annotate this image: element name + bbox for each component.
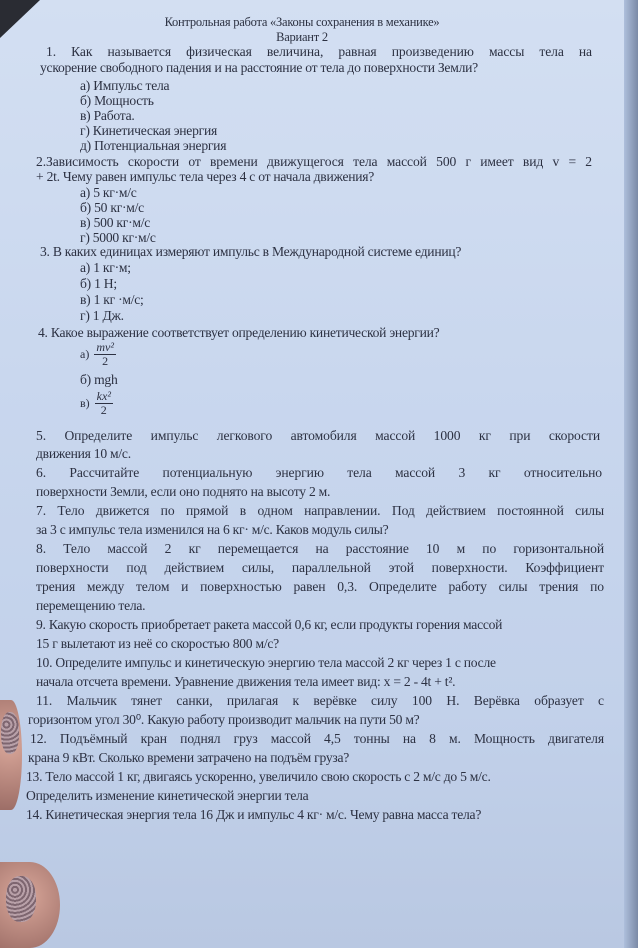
question-text: 1. Как называется физическая величина, равная произведению массы тела на — [46, 44, 592, 59]
paper-edge — [624, 0, 638, 948]
question-text: 9. Какую скорость приобретает ракета массой 0,6 кг, если продукты горения массой — [36, 617, 503, 632]
question-text: 4. Какое выражение соответствует определению кинетической энергии? — [38, 325, 440, 340]
fingernail — [1, 712, 19, 754]
question-text: поверхности под действием силы, параллельной этой поверхности. Коэффициент — [36, 560, 604, 575]
answer-option: б) 50 кг·м/с — [80, 200, 144, 215]
question-text: поверхности Земли, если оно поднято на высоту 2 м. — [36, 484, 331, 499]
question-text: 8. Тело массой 2 кг перемещается на расстояние 10 м по горизонтальной — [36, 541, 604, 556]
question-text: 3. В каких единицах измеряют импульс в Международной системе единиц? — [40, 244, 462, 259]
question-text: 14. Кинетическая энергия тела 16 Дж и импульс 4 кг· м/с. Чему равна масса тела? — [26, 807, 482, 822]
formula-denominator: 2 — [100, 403, 107, 417]
question-text: 15 г вылетают из неё со скоростью 800 м/с? — [36, 636, 279, 651]
option-label: а) — [80, 347, 90, 361]
answer-option: г) Кинетическая энергия — [80, 123, 217, 138]
question-text: 12. Подъёмный кран поднял груз массой 4,5 тонны на 8 м. Мощность двигателя — [30, 731, 604, 746]
question-text: 2.Зависимость скорости от времени движущегося тела массой 500 г имеет вид v = 2 — [36, 154, 592, 169]
answer-option: б) Мощность — [80, 93, 154, 108]
answer-option: в) Работа. — [80, 108, 135, 123]
answer-option: б) 1 Н; — [80, 276, 117, 291]
question-text: начала отсчета времени. Уравнение движения тела имеет вид: x = 2 - 4t + t². — [36, 674, 456, 689]
answer-option: в) 1 кг ·м/с; — [80, 292, 144, 307]
question-text: ускорение свободного падения и на расстояние от тела до поверхности Земли? — [40, 60, 478, 75]
question-text: за 3 с импульс тела изменился на 6 кг· м/с. Каков модуль силы? — [36, 522, 389, 537]
variant-label: Вариант 2 — [276, 30, 328, 44]
question-text: + 2t. Чему равен импульс тела через 4 с от начала движения? — [36, 169, 375, 184]
question-text: горизонтом угол 30⁰. Какую работу производит мальчик на пути 50 м? — [28, 712, 420, 727]
question-text: Определить изменение кинетической энергии тела — [26, 788, 309, 803]
answer-option: а) 1 кг·м; — [80, 260, 131, 275]
question-text: перемещению тела. — [36, 598, 146, 613]
answer-option: б) mgh — [80, 372, 118, 387]
document-title: Контрольная работа «Законы сохранения в механике» — [164, 15, 440, 29]
answer-option: в) 500 кг·м/с — [80, 215, 151, 230]
answer-option-formula — [80, 341, 116, 368]
question-text: трения между телом и поверхностью равен 0,3. Определите работу силы трения по — [36, 579, 604, 594]
answer-option: а) 5 кг·м/с — [80, 185, 137, 200]
answer-option: д) Потенциальная энергия — [80, 138, 227, 153]
fingernail — [6, 876, 36, 922]
answer-option: г) 5000 кг·м/с — [80, 230, 156, 245]
question-text: 7. Тело движется по прямой в одном направлении. Под действием постоянной силы — [36, 503, 604, 518]
formula-numerator: mv² — [96, 340, 114, 354]
question-text: 11. Мальчик тянет санки, прилагая к верёвке силу 100 Н. Верёвка образует с — [36, 693, 604, 708]
formula-numerator: kx² — [96, 389, 111, 403]
question-text: 6. Рассчитайте потенциальную энергию тела массой 3 кг относительно — [36, 465, 602, 480]
question-text: крана 9 кВт. Сколько времени затрачено на подъём груза? — [28, 750, 350, 765]
answer-option: а) Импульс тела — [80, 78, 170, 93]
formula-denominator: 2 — [102, 354, 109, 368]
answer-option: г) 1 Дж. — [80, 308, 124, 323]
option-label: в) — [80, 396, 90, 410]
answer-option-formula — [80, 390, 113, 417]
question-text: движения 10 м/с. — [36, 446, 131, 461]
question-text: 13. Тело массой 1 кг, двигаясь ускоренно, увеличило свою скорость с 2 м/с до 5 м/с. — [26, 769, 491, 784]
question-text: 10. Определите импульс и кинетическую энергию тела массой 2 кг через 1 с после — [36, 655, 496, 670]
question-text: 5. Определите импульс легкового автомобиля массой 1000 кг при скорости — [36, 428, 600, 443]
